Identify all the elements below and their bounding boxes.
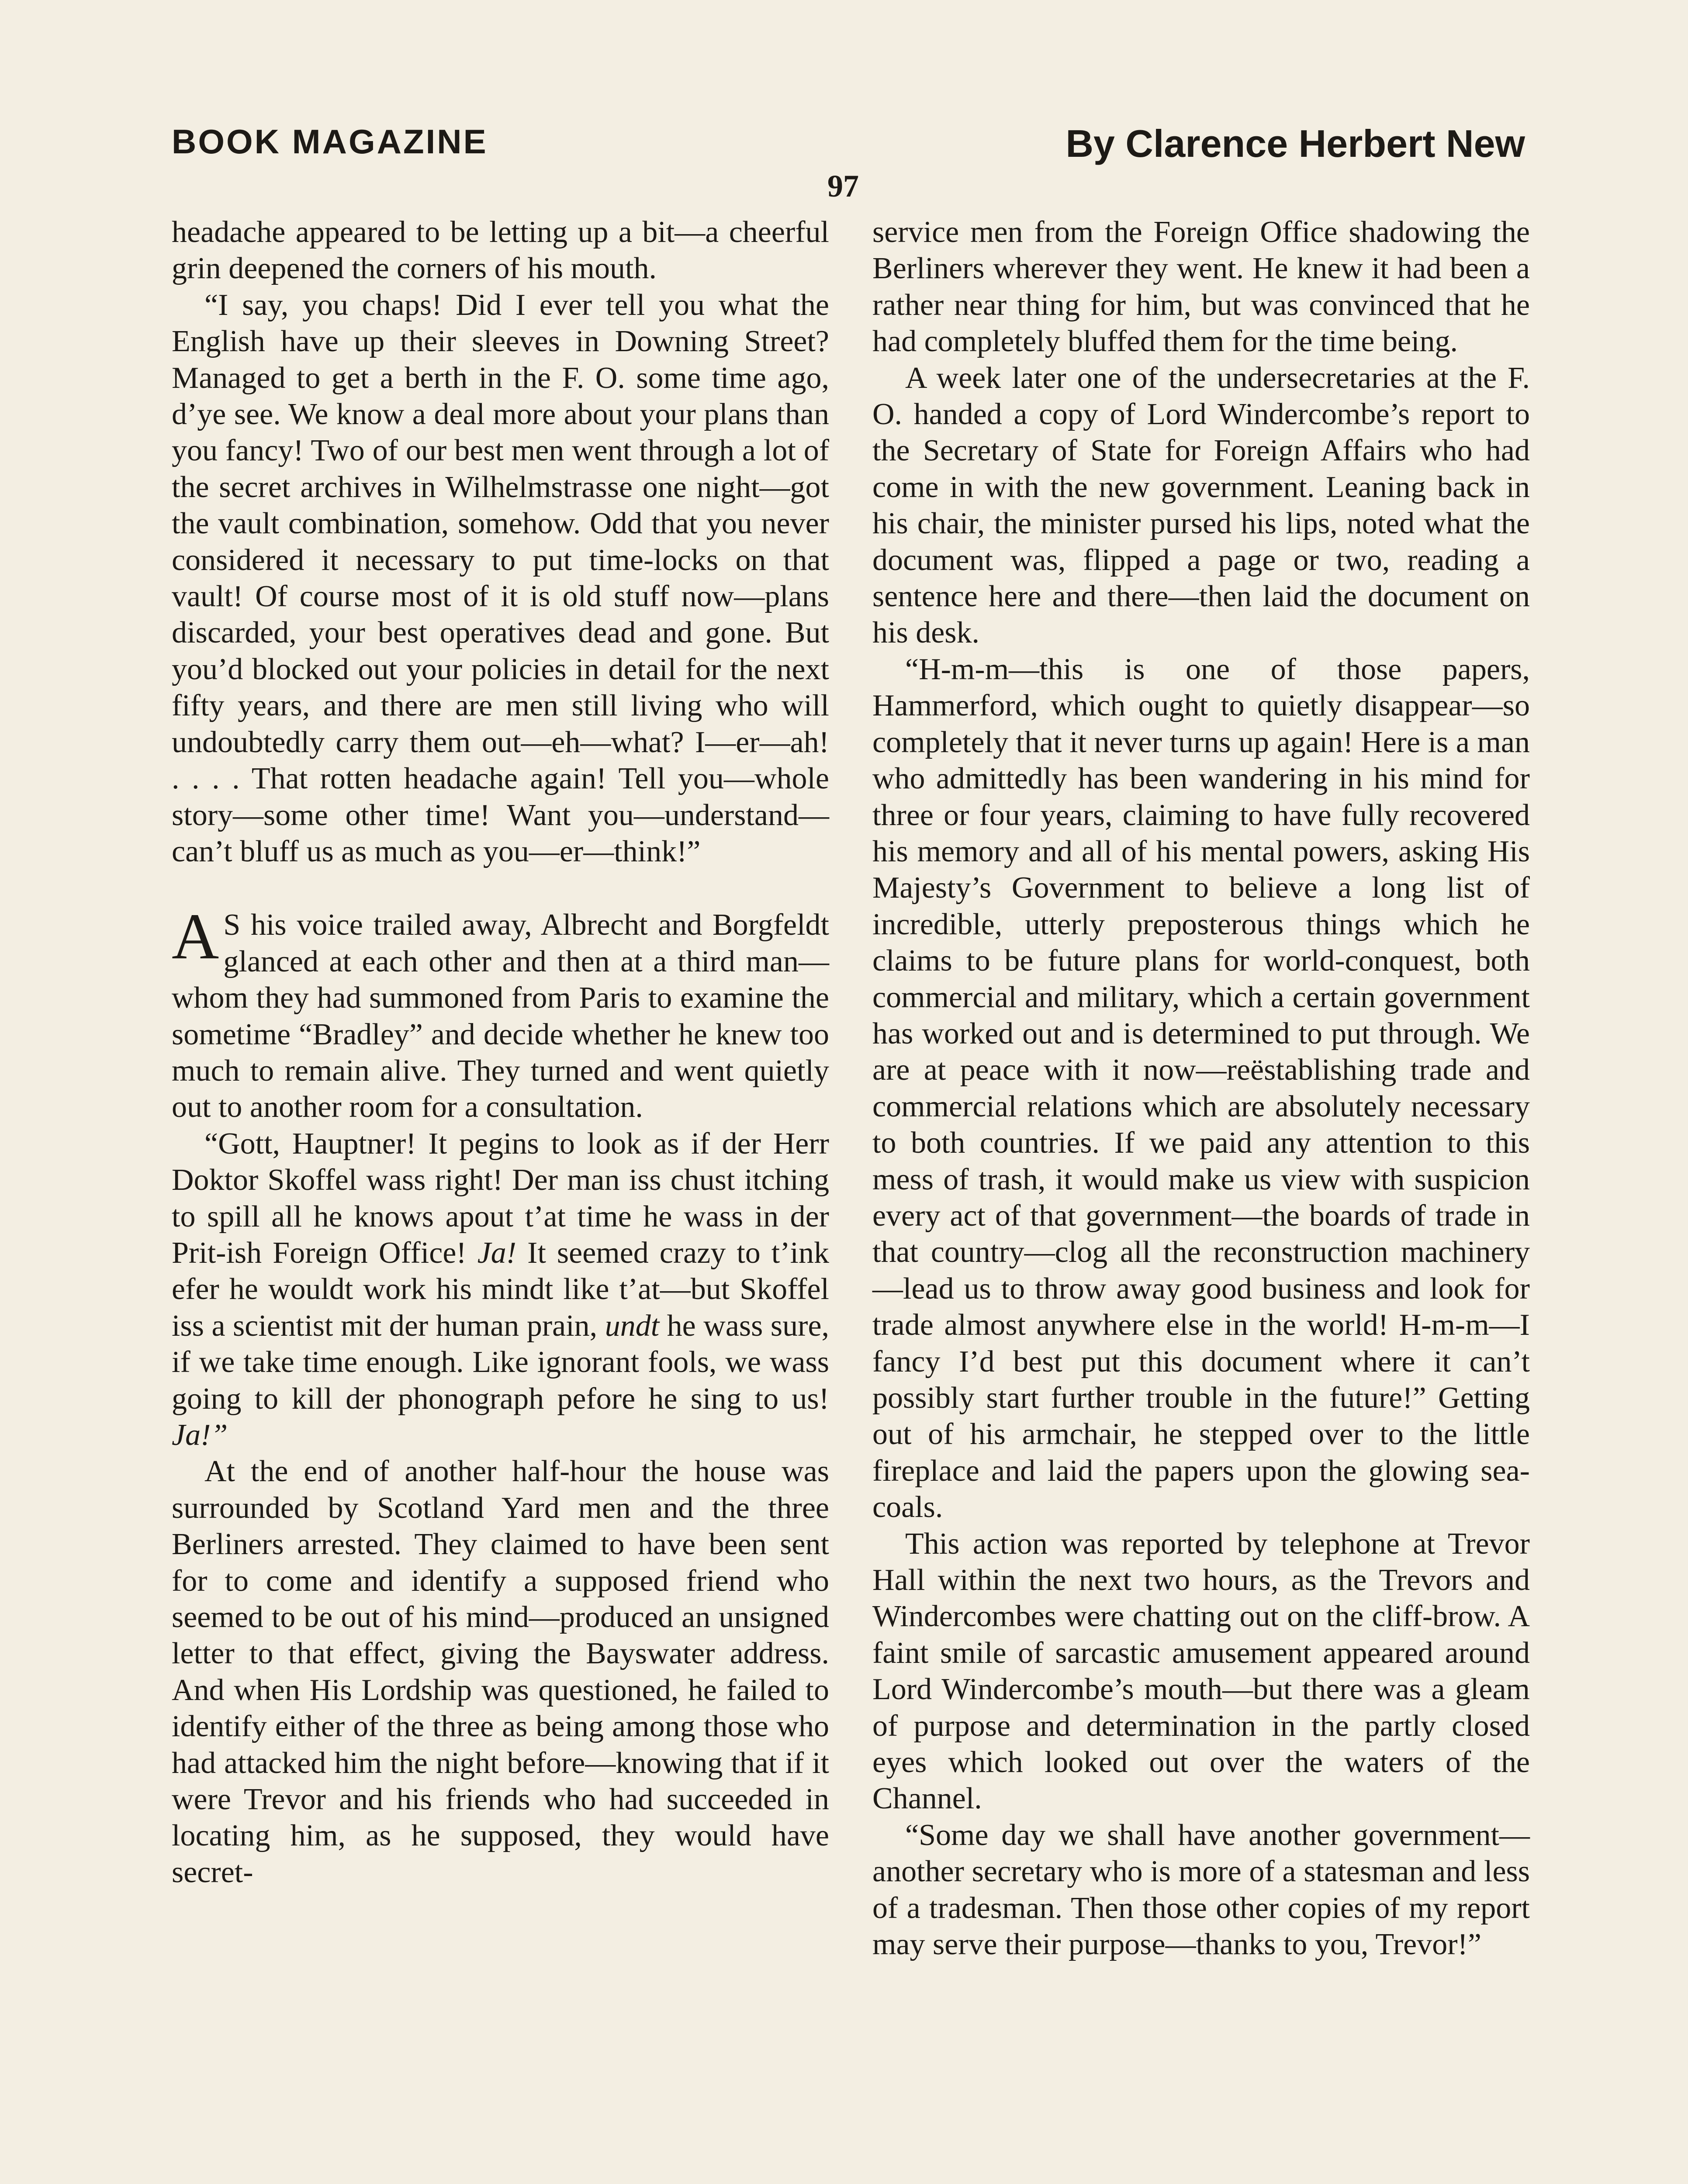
paragraph: A week later one of the undersecretaries at the F. O. handed a copy of Lord Windercombe’s report to the Secretary of State for Foreign Affairs who had come in with the new government. Leaning back in his chair, the minister pursed his lips, noted what the document was, flipped a page or two, reading a sentence here and there—then laid the document on his desk. (872, 361, 1530, 650)
text-run: It seemed crazy to t’ink efer he wouldt work his mindt like t’at—but Skoffel iss a scientist mit der human prain, (172, 1236, 829, 1343)
paragraph-text: S his voice trailed away, Albrecht and Borgfeldt glanced at each other and then at a third man—whom they had summoned from Paris to examine the sometime “Bradley” and decide whether he knew too much to remain alive. They turned and went quietly out to another room for a consultation. (172, 908, 829, 1124)
right-column (872, 214, 1530, 1963)
italic-text: Ja!” (172, 1418, 228, 1452)
page-number: 97 (827, 169, 859, 204)
author-byline-header: By Clarence Herbert New (1065, 122, 1525, 165)
paragraph (172, 1126, 829, 1454)
italic-text: Ja! (477, 1236, 517, 1270)
left-column (172, 214, 829, 1890)
paragraph: service men from the Foreign Office shadowing the Berliners wherever they went. He knew it had been a rather near thing for him, but was convinced that he had completely bluffed them for the time being. (872, 215, 1530, 359)
paragraph: “Some day we shall have another government—another secretary who is more of a statesman and less of a tradesman. Then those other copies of my report may serve their purpose—thanks to you, Trevor!” (872, 1818, 1530, 1962)
text-run: “Gott, Hauptner! It pegins to look as if der Herr Doktor Skoffel wass right! Der man iss chust itching to spill all he knows apout t’at time he wass in der Prit-ish Foreign Office! (172, 1127, 829, 1270)
paragraph: “H-m-m—this is one of those papers, Hammerford, which ought to quietly disappear—so completely that it never turns up again! Here is a man who admittedly has been wandering in his mind for three or four years, claiming to have fully recovered his memory and all of his mental powers, asking His Majesty’s Government to believe a long list of incredible, utterly preposterous things which he claims to be future plans for world-conquest, both commercial and military, which a certain government has worked out and is determined to put through. We are at peace with it now—reëstablishing trade and commercial relations which are absolutely necessary to both countries. If we paid any attention to this mess of trash, it would make us view with suspicion every act of that government—the boards of trade in that country—clog all the reconstruction machinery—lead us to throw away good business and look for trade almost anywhere else in the world! H-m-m—I fancy I’d best put this document where it can’t possibly start further trouble in the future!” Getting out of his armchair, he stepped over to the little fireplace and laid the papers upon the glowing sea-coals. (872, 652, 1530, 1524)
italic-text: undt (605, 1309, 660, 1343)
paragraph: At the end of another half-hour the house was surrounded by Scotland Yard men and the three Berliners arrested. They claimed to have been sent for to come and identify a supposed friend who seemed to be out of his mind—produced an unsigned letter to that effect, giving the Bayswater address. And when His Lordship was questioned, he failed to identify either of the three as being among those who had attacked him the night before—knowing that if it were Trevor and his friends who had succeeded in locating him, as he supposed, they would have secret- (172, 1455, 829, 1889)
paragraph: “I say, you chaps! Did I ever tell you what the English have up their sleeves in Downing Street? Managed to get a berth in the F. O. some time ago, d’ye see. We know a deal more about your plans than you fancy! Two of our best men went through a lot of the secret archives in Wilhelmstrasse one night—got the vault combination, somehow. Odd that you never considered it necessary to put time-locks on that vault! Of course most of it is old stuff now—plans discarded, your best operatives dead and gone. But you’d blocked out your policies in detail for the next fifty years, and there are men still living who will undoubtedly carry them out—eh—what? I—er—ah! . . . . That rotten headache again! Tell you—whole story—some other time! Want you—understand—can’t bluff us as much as you—er—think!” (172, 288, 829, 868)
magazine-title-header: BOOK MAGAZINE (172, 122, 488, 161)
drop-cap: A (172, 900, 219, 973)
paragraph: headache appeared to be letting up a bit—a cheerful grin deepened the corners of his mouth. (172, 215, 829, 286)
text-run: he wass sure, if we take time enough. Like ignorant fools, we wass going to kill der phonograph pefore he sing to us! (172, 1309, 830, 1416)
paragraph-dropcap (172, 900, 829, 1125)
paragraph: This action was reported by telephone at Trevor Hall within the next two hours, as the Trevors and Windercombes were chatting out on the cliff-brow. A faint smile of sarcastic amusement appeared around Lord Windercombe’s mouth—but there was a gleam of purpose and determination in the partly closed eyes which looked out over the waters of the Channel. (872, 1527, 1530, 1816)
